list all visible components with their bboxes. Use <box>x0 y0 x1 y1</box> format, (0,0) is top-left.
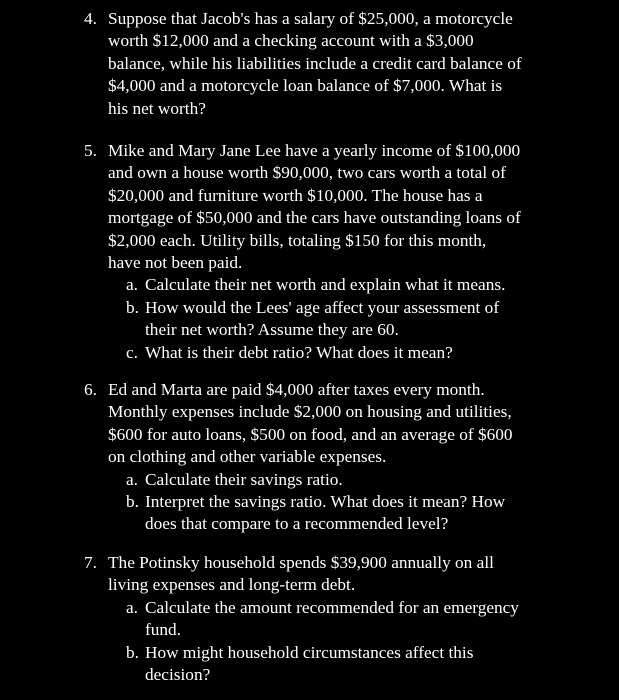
text-line: How might household circumstances affect this <box>145 642 474 662</box>
text-line: The Potinsky household spends $39,900 annually on all <box>108 553 494 572</box>
sub-question-label: b. <box>126 297 139 317</box>
sub-question-a <box>126 469 599 491</box>
sub-question-b <box>126 297 599 342</box>
text-line: decision? <box>145 665 211 685</box>
text-line: worth $12,000 and a checking account with a $3,000 <box>108 31 474 51</box>
sub-question-label: b. <box>126 642 139 662</box>
text-line: How would the Lees' age affect your assessment of <box>145 297 500 317</box>
text-line: What is their debt ratio? What does it mean? <box>145 342 453 362</box>
sub-question-label: a. <box>126 469 138 489</box>
text-line: $600 for auto loans, $500 on food, and an average of $600 <box>108 424 513 444</box>
sub-question-c <box>126 342 599 364</box>
text-line: mortgage of $50,000 and the cars have outstanding loans of <box>108 208 521 228</box>
text-line: and own a house worth $90,000, two cars worth a total of <box>108 163 506 183</box>
text-line: Calculate the amount recommended for an emergency <box>145 597 519 617</box>
sub-question-b <box>126 491 599 536</box>
text-line: Interpret the savings ratio. What does it mean? How <box>145 492 506 512</box>
question-text <box>108 379 599 536</box>
question-number: 5. <box>84 141 97 160</box>
question-7 <box>84 552 599 686</box>
text-line: their net worth? Assume they are 60. <box>145 320 399 340</box>
question-number: 6. <box>84 380 97 399</box>
sub-question-label: b. <box>126 492 139 512</box>
text-line: Suppose that Jacob's has a salary of $25,000, a motorcycle <box>108 9 513 28</box>
text-line: $4,000 and a motorcycle loan balance of $7,000. What is <box>108 76 503 96</box>
question-text <box>108 8 599 120</box>
text-line: $20,000 and furniture worth $10,000. The house has a <box>108 185 483 205</box>
text-line: $2,000 each. Utility bills, totaling $150 for this month, <box>108 230 487 250</box>
question-6 <box>84 379 599 536</box>
text-line: does that compare to a recommended level? <box>145 514 449 534</box>
text-line: balance, while his liabilities include a credit card balance of <box>108 53 522 73</box>
question-number: 7. <box>84 553 97 572</box>
question-text <box>108 140 599 364</box>
question-5 <box>84 140 599 364</box>
sub-question-a <box>126 597 599 642</box>
text-line: Monthly expenses include $2,000 on housing and utilities, <box>108 402 512 422</box>
text-line: fund. <box>145 620 181 640</box>
question-4 <box>84 8 599 120</box>
question-text <box>108 552 599 686</box>
text-line: Ed and Marta are paid $4,000 after taxes every month. <box>108 380 485 399</box>
sub-question-label: c. <box>126 342 138 362</box>
text-line: his net worth? <box>108 98 206 118</box>
text-line: have not been paid. <box>108 253 243 273</box>
text-line: Calculate their savings ratio. <box>145 469 343 489</box>
sub-question-label: a. <box>126 597 138 617</box>
text-line: Calculate their net worth and explain what it means. <box>145 275 506 295</box>
text-line: living expenses and long-term debt. <box>108 575 356 595</box>
sub-question-label: a. <box>126 275 138 295</box>
sub-question-a <box>126 274 599 296</box>
sub-question-b <box>126 642 599 687</box>
text-line: on clothing and other variable expenses. <box>108 447 387 467</box>
question-number: 4. <box>84 9 97 28</box>
text-line: Mike and Mary Jane Lee have a yearly income of $100,000 <box>108 141 521 160</box>
